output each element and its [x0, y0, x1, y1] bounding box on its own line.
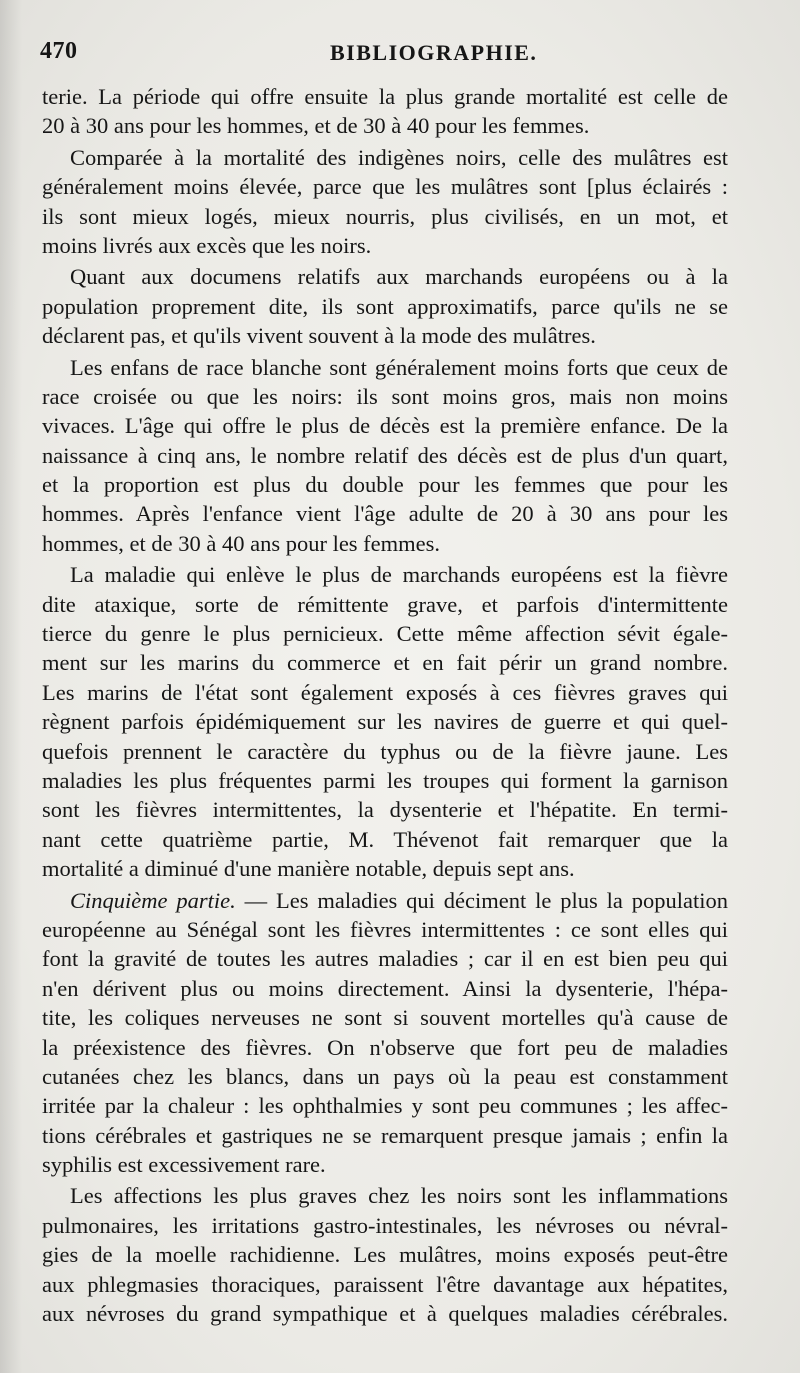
text-line: sont les fièvres intermittentes, la dysenterie et l'hépatite. En termi-: [42, 797, 728, 823]
text-line: mortalité a diminué d'une manière notable, depuis sept ans.: [42, 856, 575, 882]
text-line: pulmonaires, les irritations gastro-intestinales, les névroses ou névral-: [42, 1212, 728, 1238]
text-line: règnent parfois épidémiquement sur les navires de guerre et qui quel-: [42, 709, 728, 735]
body-text: [42, 82, 728, 1330]
page-header: [40, 38, 730, 78]
running-title: BIBLIOGRAPHIE.: [330, 40, 538, 65]
text-line: tite, les coliques nerveuses ne sont si souvent mortelles qu'à cause de: [42, 1005, 728, 1031]
text-line: aux phlegmasies thoraciques, paraissent l'être davantage aux hépatites,: [42, 1271, 728, 1297]
section-heading: Cinquième partie.: [70, 887, 236, 913]
text-line: cutanées chez les blancs, dans un pays où la peau est constamment: [42, 1063, 728, 1089]
text-line: Comparée à la mortalité des indigènes noirs, celle des mulâtres est: [70, 144, 728, 170]
text-line: nant cette quatrième partie, M. Thévenot fait remarquer que la: [42, 826, 728, 852]
text-fragment: — Les maladies qui déciment le plus la population: [244, 887, 728, 913]
text-line: La maladie qui enlève le plus de marchands européens est la fièvre: [70, 562, 728, 588]
text-line: irritée par la chaleur : les ophthalmies y sont peu communes ; les affec-: [42, 1093, 728, 1119]
page-number: 470: [40, 38, 78, 64]
text-line: hommes. Après l'enfance vient l'âge adulte de 20 à 30 ans pour les: [42, 501, 728, 527]
text-line: syphilis est excessivement rare.: [42, 1152, 326, 1178]
text-line: 20 à 30 ans pour les hommes, et de 30 à 40 pour les femmes.: [42, 113, 590, 139]
text-line: ment sur les marins du commerce et en fait périr un grand nombre.: [42, 650, 728, 676]
text-line: Quant aux documens relatifs aux marchands européens ou à la: [70, 264, 728, 290]
text-line: et la proportion est plus du double pour les femmes que pour les: [42, 472, 728, 498]
paragraph: [42, 1181, 728, 1328]
text-line: gies de la moelle rachidienne. Les mulâtres, moins exposés peut-être: [42, 1242, 728, 1268]
text-line: terie. La période qui offre ensuite la plus grande mortalité est celle de: [42, 84, 728, 109]
text-line: tierce du genre le plus pernicieux. Cette même affection sévit égale-: [42, 621, 728, 647]
text-line: quefois prennent le caractère du typhus ou de la fièvre jaune. Les: [42, 738, 728, 764]
text-line: dite ataxique, sorte de rémittente grave, et parfois d'intermittente: [42, 591, 728, 617]
text-line: généralement moins élevée, parce que les mulâtres sont [plus éclairés :: [42, 174, 728, 200]
text-line: moins livrés aux excès que les noirs.: [42, 232, 372, 258]
text-line: maladies les plus fréquentes parmi les troupes qui forment la garnison: [42, 767, 728, 793]
paragraph: [42, 353, 728, 559]
text-line: hommes, et de 30 à 40 ans pour les femmes.: [42, 530, 441, 556]
paragraph: [42, 143, 728, 261]
text-line: population proprement dite, ils sont approximatifs, parce qu'ils ne se: [42, 293, 728, 319]
text-line: ils sont mieux logés, mieux nourris, plus civilisés, en un mot, et: [42, 203, 728, 229]
paragraph: [42, 560, 728, 883]
binding-shadow: [0, 0, 22, 1373]
text-line: Les affections les plus graves chez les noirs sont les inflammations: [70, 1183, 728, 1209]
text-line: naissance à cinq ans, le nombre relatif des décès est de plus d'un quart,: [42, 442, 728, 468]
text-line: aux névroses du grand sympathique et à quelques maladies cérébrales.: [42, 1301, 728, 1327]
text-line: tions cérébrales et gastriques ne se remarquent presque jamais ; enfin la: [42, 1122, 728, 1148]
text-line: Les enfans de race blanche sont généralement moins forts que ceux de: [70, 354, 728, 380]
paragraph: [42, 82, 728, 141]
text-line: la préexistence des fièvres. On n'observe que fort peu de maladies: [42, 1034, 728, 1060]
text-line: vivaces. L'âge qui offre le plus de décès est la première enfance. De la: [42, 413, 728, 439]
text-line: n'en dérivent plus ou moins directement. Ainsi la dysenterie, l'hépa-: [42, 975, 728, 1001]
paragraph: [42, 886, 728, 1180]
paragraph: [42, 262, 728, 350]
text-line: font la gravité de toutes les autres maladies ; car il en est bien peu qui: [42, 946, 728, 972]
text-line: européenne au Sénégal sont les fièvres intermittentes : ce sont elles qui: [42, 916, 728, 942]
text-line: Les marins de l'état sont également exposés à ces fièvres graves qui: [42, 679, 728, 705]
text-line: race croisée ou que les noirs: ils sont moins gros, mais non moins: [42, 383, 728, 409]
text-line: déclarent pas, et qu'ils vivent souvent à la mode des mulâtres.: [42, 323, 596, 349]
text-line: [42, 886, 728, 915]
